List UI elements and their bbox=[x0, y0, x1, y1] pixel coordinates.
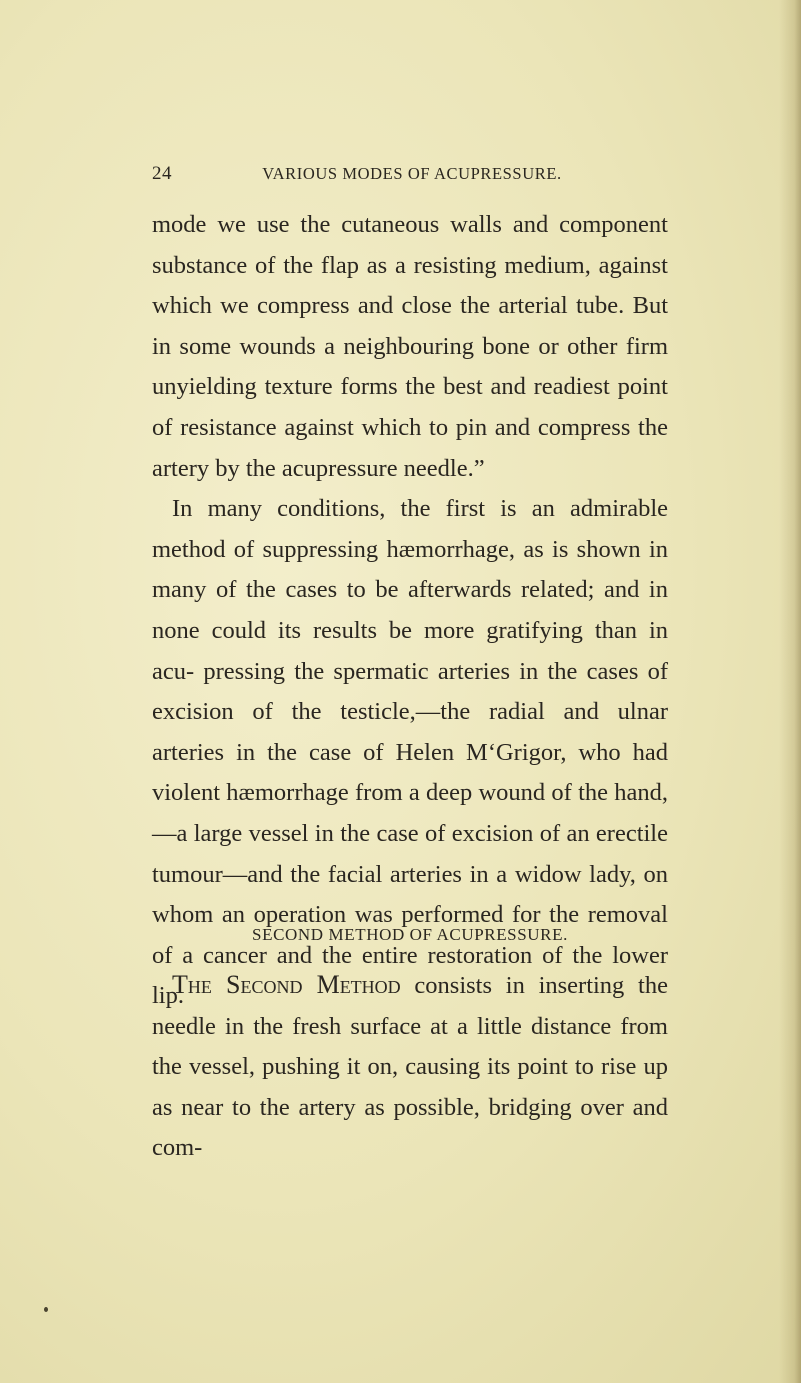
page-edge-shadow bbox=[779, 0, 801, 1383]
paper-speck bbox=[44, 1307, 48, 1312]
page-header bbox=[152, 163, 672, 189]
lead-words: The Second Method bbox=[172, 970, 401, 999]
paragraph-second-method-text: consists in inserting the needle in the fresh surface at a little distance from the vessel, pushing it on, causing its point to rise up as near to the artery as possible, bridging over and com- bbox=[152, 972, 668, 1162]
paragraph-first-method: In many conditions, the first is an admirable method of suppressing hæmorrhage, as is shown in many of the cases to be afterwards related; and in none could its results be more gratifying than in acu- pressing the spermatic arteries in the cases of excision of the testicle,—the radial and ulnar arteries in the case of Helen M‘Grigor, who had violent hæmorrhage from a deep wound of the hand,—a large vessel in the case of excision of an erectile tumour—and the facial arteries in a widow lady, on whom an operation was performed for the removal of a cancer and the entire restoration of the lower lip. bbox=[152, 495, 668, 1010]
text-block-first-method bbox=[152, 205, 668, 1017]
paragraph-second-method bbox=[152, 965, 668, 1169]
text-block-second-method bbox=[152, 965, 668, 1169]
page-number: 24 bbox=[152, 163, 172, 184]
running-head: VARIOUS MODES OF ACUPRESSURE. bbox=[262, 164, 562, 183]
paragraph-continuation: mode we use the cutaneous walls and component substance of the flap as a resisting medium, against which we compress and close the arterial tube. But in some wounds a neighbouring bone or other firm unyielding texture forms the best and readiest point of resistance against which to pin and compress the artery by the acupressure needle.” bbox=[152, 211, 668, 482]
section-heading: SECOND METHOD OF ACUPRESSURE. bbox=[252, 925, 568, 944]
